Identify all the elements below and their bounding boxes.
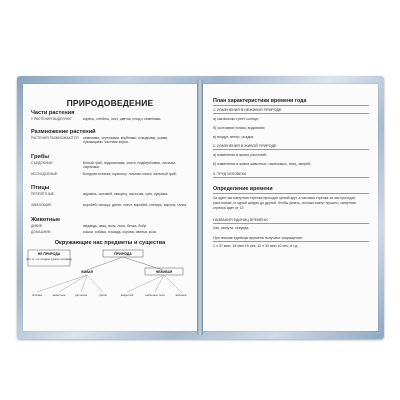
divider <box>213 177 369 178</box>
page-title: ПРИРОДОВЕДЕНИЕ <box>66 98 154 108</box>
list-item: а) изменения в жизни растений; <box>213 153 267 157</box>
row-key: ЗИМУЮЩИЕ: <box>31 203 53 207</box>
row-value: кошка, собака, лошадь, корова, свинья, коза. <box>83 230 157 234</box>
diagram-leaf: явления <box>175 293 187 297</box>
units-text: Час, минута, секунда. <box>213 226 250 230</box>
connector <box>59 275 87 292</box>
nonliving-branch-label: НЕЖИВАЯ <box>155 270 173 274</box>
connector <box>37 275 87 292</box>
nature-diagram <box>23 248 197 328</box>
row-key: У РАСТЕНИЯ ВЫДЕЛЯЮТ <box>31 117 72 121</box>
row-key: ДИКИЕ: <box>31 224 44 228</box>
divider <box>213 113 369 114</box>
row-value: корень, стебель, лист, цветок, плод с семенами. <box>83 117 162 121</box>
list-item: 1. ИЗМЕНЕНИЯ В НЕЖИВОЙ ПРИРОДЕ: <box>213 108 283 112</box>
units-label: НАЗВАНИЯ ЕДИНИЦ ВРЕМЕНИ <box>213 218 268 222</box>
nature-label: ПРИРОДА <box>114 252 132 256</box>
living-branch-label: ЖИВАЯ <box>81 270 93 274</box>
section-heading: Птицы <box>31 185 50 191</box>
right-page <box>203 84 378 331</box>
diagram-leaf: животные <box>52 293 66 297</box>
row-value: воробей, синица, дятел, клест, воробей, снегирь, ворона, галка. <box>83 203 187 207</box>
row-value: медведь, заяц, волк, лиса, белка, бобр. <box>83 224 148 228</box>
diagram-leaf: вещества <box>120 293 134 297</box>
row-value: журавль, соловей, скворец, ласточка, грач, кукушка. <box>83 192 169 196</box>
row-key: ДОМАШНИЕ: <box>31 230 52 234</box>
section-heading: Определение времени <box>213 186 273 192</box>
divider <box>213 105 369 106</box>
section-heading: Размножение растений <box>31 129 96 135</box>
info-row <box>31 203 191 207</box>
row-value: семенами, черенками, клубнями, отводками, усами, луковицами, частями корня. <box>83 136 169 145</box>
divider <box>213 223 369 224</box>
info-row <box>31 136 191 145</box>
examples-text: 1 ч 47 мин; 18 мин 15 сек; 12 ч 30 мин 10 сек; и т.д. <box>213 244 299 248</box>
connector <box>164 275 181 292</box>
list-item: б) изменения в жизни животных: насекомых, птиц, зверей. <box>213 162 311 166</box>
divider <box>213 149 369 150</box>
row-value: Бледная поганка, мухомор, ложные опята, желчный гриб. <box>83 172 177 176</box>
section-heading: Части растения <box>31 110 75 116</box>
list-item: 3. ТРУД ЧЕЛОВЕКА <box>213 172 247 176</box>
list-item: а) как высоко греет солнце; <box>213 117 260 121</box>
diagram-leaf: грибы <box>99 293 107 297</box>
list-item: 2. ИЗМЕНЕНИЯ В ЖИВОЙ ПРИРОДЕ: <box>213 144 278 148</box>
not-nature-label: НЕ ПРИРОДА <box>37 252 61 256</box>
note-text: При письме единицы времени получают сокращение: <box>213 236 303 240</box>
section-heading: Животные <box>31 217 61 223</box>
info-row <box>31 192 191 196</box>
list-item: в) воздух, ветер, осадки. <box>213 135 255 139</box>
row-value: Белый гриб, подосиновик, опята, подберёзовик, лисички, сыроежки. <box>83 161 176 170</box>
connector <box>81 275 87 292</box>
section-heading: Грибы <box>31 154 50 160</box>
diagram-leaf: растения <box>75 293 87 297</box>
divider <box>213 241 369 242</box>
diagram-leaf: небесные тела <box>145 293 165 297</box>
row-key: СЪЕДОБНЫЕ: <box>31 161 54 165</box>
info-row <box>31 224 191 228</box>
left-page <box>23 84 197 331</box>
list-item: б) состояние почвы, водоемов; <box>213 126 265 130</box>
connector <box>127 275 164 292</box>
diagram-leaf: человек <box>31 293 43 297</box>
section-heading: План характеристики времени года <box>213 98 307 104</box>
connector <box>87 257 123 270</box>
paragraph: За один час минутная стрелка проходит целый круг, а часовая стрелка за час проходит расстояние от одной цифры до другой. Чтобы узнать, сколько минут прошло, минутная стрелка идет от 12. <box>213 196 356 210</box>
row-key: РАСТЕНИЯ РАЗМНОЖАЮТСЯ <box>31 136 79 140</box>
divider <box>213 193 369 194</box>
row-key: НЕСЪЕДОБНЫЕ: <box>31 172 59 176</box>
info-row <box>31 117 191 121</box>
connector <box>155 275 164 292</box>
connector <box>87 275 103 292</box>
info-row <box>31 230 191 234</box>
row-key: ПЕРЕЛЁТНЫЕ: <box>31 192 55 196</box>
info-row <box>31 172 191 176</box>
info-row <box>31 161 191 170</box>
not-nature-note: (все то, что создано руками человека) <box>25 258 73 261</box>
diagram-title: Окружающие нас предметы и существа <box>54 240 166 246</box>
